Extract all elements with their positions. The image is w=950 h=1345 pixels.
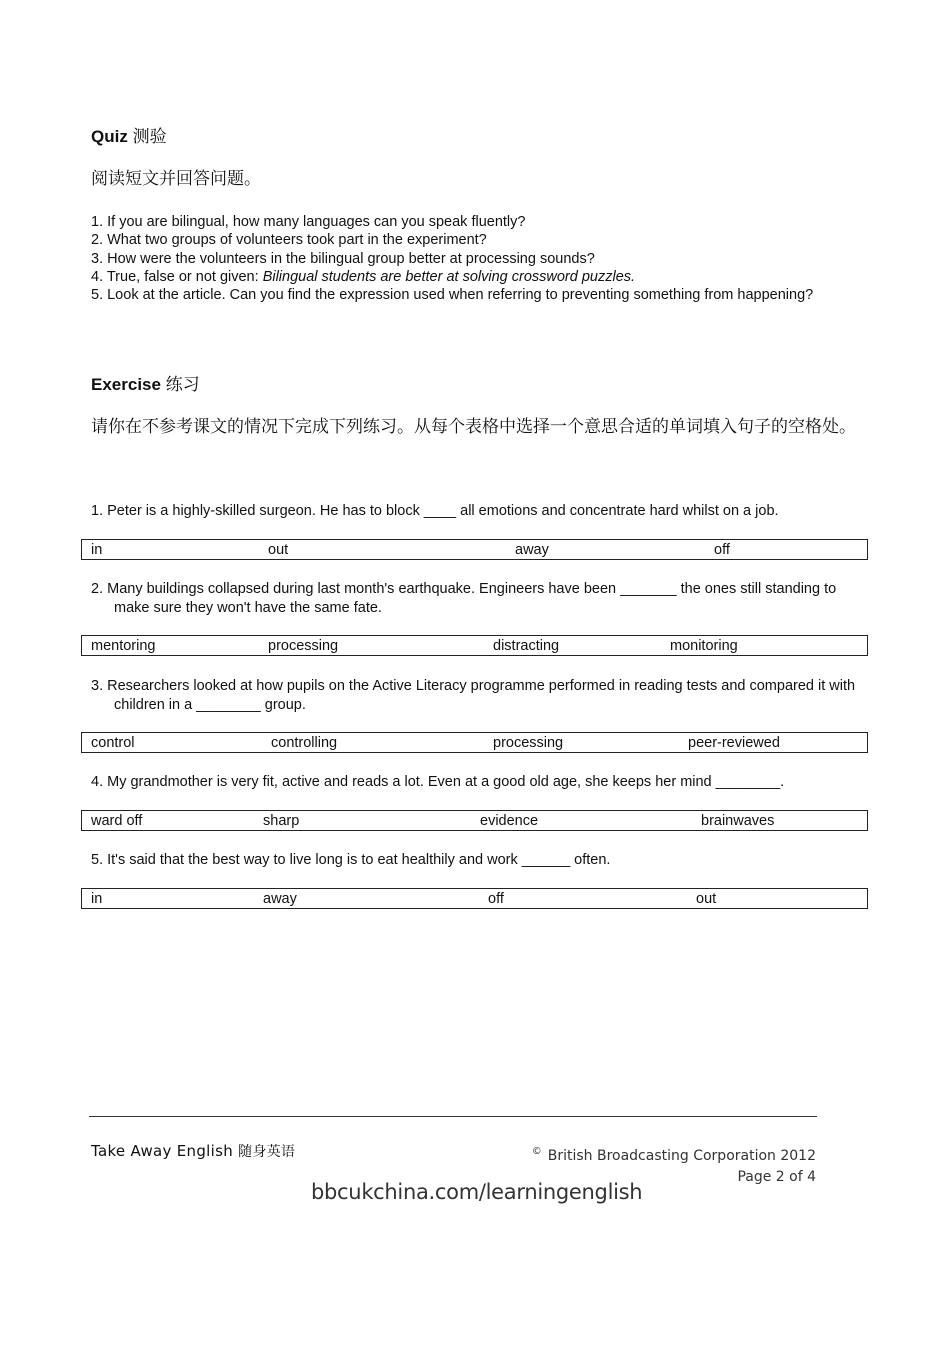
option-cell: away: [515, 542, 549, 558]
quiz-heading-en: Quiz: [91, 127, 128, 146]
quiz-question-2: 2. What two groups of volunteers took part in the experiment?: [91, 232, 487, 249]
exercise-sentence-2: 2. Many buildings collapsed during last month's earthquake. Engineers have been _______ the ones still standing to make sure they won't have the same fate.: [91, 581, 837, 616]
footer-series-title: Take Away English: [91, 1142, 234, 1160]
option-cell: mentoring: [91, 638, 156, 654]
exercise-sentence-5: 5. It's said that the best way to live long is to eat healthily and work ______ often.: [91, 852, 611, 868]
option-cell: off: [714, 542, 730, 558]
copyright-symbol: ©: [531, 1146, 542, 1157]
option-cell: control: [91, 735, 135, 751]
exercise-heading: [91, 370, 200, 395]
exercise-sentence-4: 4. My grandmother is very fit, active and reads a lot. Even at a good old age, she keeps her mind ________.: [91, 774, 785, 790]
quiz-heading-zh: 测验: [132, 127, 167, 147]
option-cell: brainwaves: [701, 813, 775, 829]
quiz-questions: [91, 213, 851, 304]
exercise-sentence-1: 1. Peter is a highly-skilled surgeon. He has to block ____ all emotions and concentrate hard whilst on a job.: [91, 503, 779, 519]
footer-series: [91, 1141, 295, 1161]
exercise-options-3: [81, 732, 868, 753]
exercise-sentence-3: 3. Researchers looked at how pupils on the Active Literacy programme performed in reading tests and compared it with children in a ________ group.: [91, 678, 856, 713]
quiz-question-3: 3. How were the volunteers in the bilingual group better at processing sounds?: [91, 250, 595, 267]
option-cell: in: [91, 891, 103, 907]
option-cell: controlling: [271, 735, 338, 751]
option-cell: in: [91, 542, 103, 558]
option-cell: out: [696, 891, 717, 907]
option-cell: processing: [493, 735, 564, 751]
option-cell: monitoring: [670, 638, 738, 654]
footer-copyright: [532, 1141, 816, 1167]
footer-website-link[interactable]: bbcukchina.com/learningenglish: [311, 1180, 643, 1204]
exercise-options-4: [81, 810, 868, 831]
option-cell: out: [268, 542, 289, 558]
quiz-heading: [91, 122, 167, 147]
quiz-question-4-statement: Bilingual students are better at solving crossword puzzles.: [262, 268, 636, 285]
quiz-question-4-prefix: 4. True, false or not given:: [91, 268, 263, 285]
exercise-instructions: 请你在不参考课文的情况下完成下列练习。从每个表格中选择一个意思合适的单词填入句子的空格处。: [91, 417, 856, 437]
copyright-text: British Broadcasting Corporation 2012: [547, 1148, 816, 1164]
option-cell: peer-reviewed: [688, 735, 780, 751]
exercise-heading-zh: 练习: [165, 375, 200, 395]
exercise-options-5: [81, 888, 868, 909]
quiz-question-5: 5. Look at the article. Can you find the expression used when referring to preventing something from happening?: [91, 287, 814, 304]
footer-page-number: Page 2 of 4: [737, 1169, 816, 1185]
option-cell: sharp: [263, 813, 300, 829]
option-cell: away: [263, 891, 297, 907]
exercise-options-1: [81, 539, 868, 560]
quiz-question-4: [91, 268, 851, 286]
exercise-options-2: [81, 635, 868, 656]
quiz-instructions: 阅读短文并回答问题。: [91, 169, 261, 189]
footer-divider: [89, 1116, 817, 1117]
footer-series-title-zh: 随身英语: [238, 1144, 296, 1160]
option-cell: ward off: [91, 813, 143, 829]
option-cell: off: [488, 891, 504, 907]
exercise-heading-en: Exercise: [91, 375, 161, 394]
quiz-question-1: 1. If you are bilingual, how many languages can you speak fluently?: [91, 214, 526, 230]
option-cell: processing: [268, 638, 339, 654]
option-cell: distracting: [493, 638, 560, 654]
option-cell: evidence: [480, 813, 539, 829]
